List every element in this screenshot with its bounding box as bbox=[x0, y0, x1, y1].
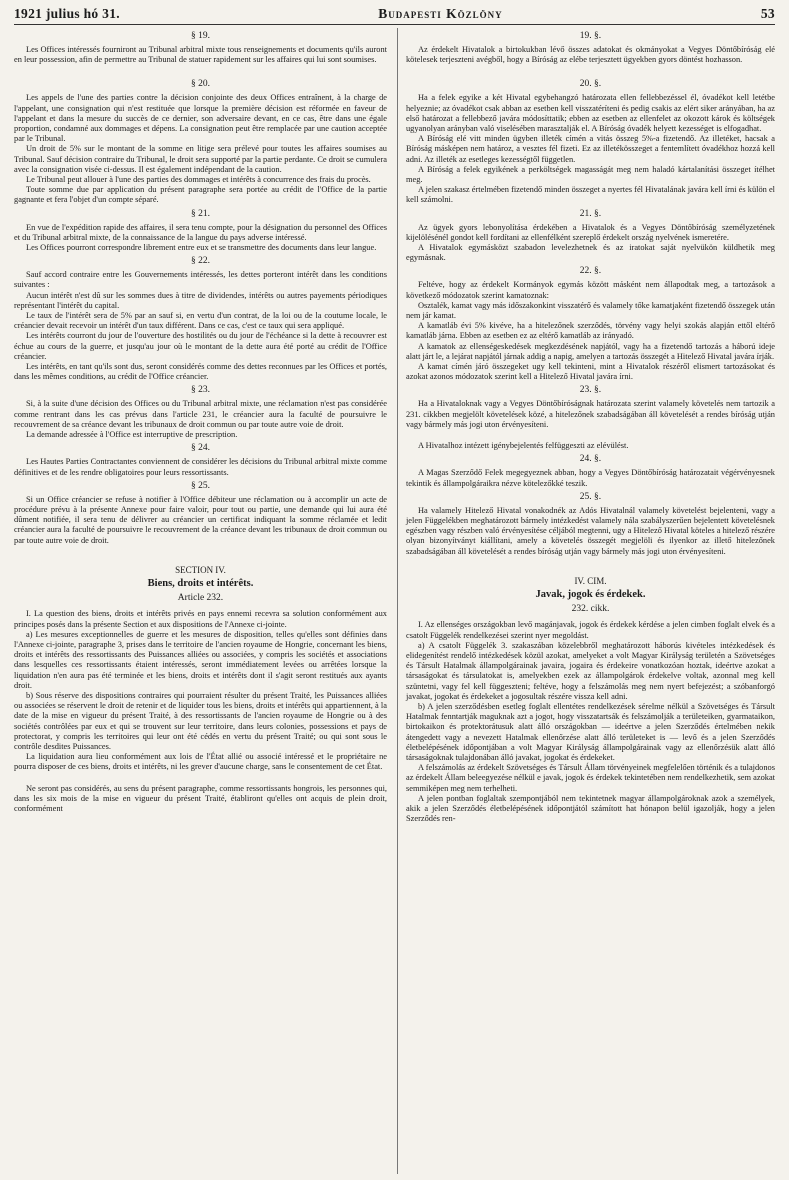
paragraph: A felszámolás az érdekelt Szövetséges és Társult Állam törvényeinek megfelelően történik és a tulajdonos az érdekelt Állam beleegyezése nélkül e javak, jogok és érdekek tekintetében nem rendelkezhetik, sem azokat semmiképen meg nem terhelheti. bbox=[405, 763, 775, 793]
column-hungarian bbox=[397, 28, 775, 1174]
article-number: Article 232. bbox=[177, 593, 224, 604]
paragraph: A jelen szakasz értelmében fizetendő minden összeget a nyertes fél Hivatalának javára kell írni és külön el kell számolni. bbox=[405, 185, 775, 205]
section-number: § 22. bbox=[190, 256, 210, 267]
section-number: 20. §. bbox=[579, 79, 602, 90]
paragraph: I. Az ellenséges országokban levő magánjavak, jogok és érdekek kérdése a jelen cimben foglalt elvek és a csatolt Függelék rendelkezései szerint nyer megoldást. bbox=[405, 620, 775, 640]
paragraph: A kamat címén járó összegeket ugy kell tekinteni, mint a Hivatalok részéről elismert tartozásokat és azokat azonos módozatok szerint kell a Hitelező Hivatal javára írni. bbox=[405, 362, 775, 382]
paragraph: a) A csatolt Függelék 3. szakaszában közelebbről meghatározott háborús kivételes intézkedések és elidegenítést rendelő intézkedések közül azokat, amelyeket a volt Magyar Királyság területén a Szövetséges és Társult Hatalmak állampolgárainak javaira, jogaira és érdekeire vonatkozóan hoztak, ideértve azokat a társaságokat és társulatokat is, amelyekben ezek az állampolgárok érdekelve voltak, azonnal meg kell szüntetni, vagy fel kell függeszteni; feltéve, hogy a felszámolás meg nem nyert befejezést; a szóbanforgó javakat, jogokat és érdekeket a jogosultak részére vissza kell adni. bbox=[405, 640, 775, 701]
paragraph: Osztalék, kamat vagy más időszakonkint visszatérő és valamely tőke kamatjaként fizetendő összegek után nem jár kamat. bbox=[405, 300, 775, 321]
paragraph: La demande adressée à l'Office est interruptive de prescription. bbox=[26, 430, 238, 440]
section-number: 23. §. bbox=[579, 385, 602, 396]
paragraph: Aucun intérêt n'est dû sur les sommes dues à titre de dividendes, intérêts ou autres payements périodiques représentant l'intérêt du capital. bbox=[14, 290, 387, 310]
paragraph: Ha a Hivataloknak vagy a Vegyes Döntőbíróságnak határozata szerint valamely követelés nem tartozik a 231. cikkben megjelölt követelések közé, a hitelezőnek szabadságában áll követelését a rendes bíróság utján vagy bármely más jogi uton érvényesíteni. bbox=[405, 399, 775, 429]
paragraph: Les intérêts, en tant qu'ils sont dus, seront considérés comme des dettes reconnues par les Offices et portés, dans les mêmes conditions, au crédit de l'Office créancier. bbox=[14, 362, 387, 382]
paragraph: Les Offices intéressés fourniront au Tribunal arbitral mixte tous renseignements et documents qu'ils auront en leur possession, afin de permettre au Tribunal de statuer rapidement sur les affaires qui lui sont soumises. bbox=[14, 45, 387, 65]
paragraph: Un droit de 5% sur le montant de la somme en litige sera prélevé pour toutes les affaires soumises au Tribunal. Sauf décision contraire du Tribunal, le droit sera supporté par la partie perdante. Ce droit se cumulera avec la consignation visée ci-dessus. Il est également indépendant de la caution. bbox=[14, 144, 387, 174]
paragraph: Ha valamely Hitelező Hivatal vonakodnék az Adós Hivatalnál valamely követelést bejelenteni, vagy a jelen Függelékben meghatározott bármely intézkedést valamely nála szabályszerűen bejelentett követelésnek egészben vagy részben való érvényesítése céljából megtenni, ugy a Hitelező Hivatal köteles a hitelező részére olyan bizonyítványt kiállítani, amely a követelés összegét megjelöli és ilyenkor az illető hitelezőnek szabadságában áll követelését a rendes bíróság utján vagy bármely más jogi uton érvényesíteni. bbox=[405, 505, 775, 556]
paragraph: Le taux de l'intérêt sera de 5% par an sauf si, en vertu d'un contrat, de la loi ou de la coutume locale, le créancier devait recevoir un intérêt d'un taux différent. Dans ce cas, c'est ce taux qui sera appliqué. bbox=[14, 311, 387, 331]
spacer bbox=[14, 773, 387, 784]
paragraph: I. La question des biens, droits et intérêts privés en pays ennemi recevra sa solution conformément aux principes posés dans la présente Section et aux dispositions de l'Annexe ci-jointe. bbox=[14, 609, 387, 629]
columns bbox=[14, 28, 775, 1174]
paragraph: La liquidation aura lieu conformément aux lois de l'État allié ou associé intéressé et le propriétaire ne pourra disposer de ces biens, droits et intérêts, ni les grever d'aucune charge, sans le consentement de cet État. bbox=[14, 752, 387, 772]
paragraph: En vue de l'expédition rapide des affaires, il sera tenu compte, pour la désignation du personnel des Offices et du Tribunal arbitral mixte, de la connaissance de la langue du pays adverse intéressé. bbox=[14, 222, 387, 242]
section-number: § 24. bbox=[190, 443, 210, 454]
newspaper-title: Budapesti Közlöny bbox=[378, 6, 503, 21]
paragraph: Si un Office créancier se refuse à notifier à l'Office débiteur une réclamation ou à accomplir un acte de procédure prévu à la présente Annexe pour faire valoir, pour tout ou partie, une demande qui lui aura été dûment notifiée, il sera tenu de délivrer au créancier un certificat indiquant la somme réclamée et ledit créancier aura la faculté de poursuivre le recouvrement de la créance devant les tribunaux de droit commun ou par toute autre voie de droit. bbox=[14, 494, 387, 545]
section-number: 24. §. bbox=[579, 454, 602, 465]
paragraph: A jelen pontban foglaltak szempontjából nem tekintetnek magyar állampolgároknak azok a személyek, akik a jelen Szerződés életbelépésének időpontjától számított hat hónapon belül igazolják, hogy a jelen Szerződés ren- bbox=[405, 793, 775, 824]
paragraph: A Bíróság a felek egyikének a perköltségek magasságát meg nem haladó kártalanítási összeget ítélhet meg. bbox=[405, 164, 775, 185]
section-subtitle: Javak, jogok és érdekek. bbox=[535, 588, 646, 600]
page-number: 53 bbox=[760, 6, 775, 21]
page-header bbox=[14, 4, 775, 22]
paragraph: A Hivatalok egymásközt szabadon levelezhetnek és az iratokat saját nyelvükön küldhetik meg egymásnak. bbox=[405, 243, 775, 263]
paragraph: A Magas Szerződő Felek megegyeznek abban, hogy a Vegyes Döntőbíróság határozatait végérvényesnek tekintik és állampolgáraikra nézve kötelezőkké teszik. bbox=[405, 468, 775, 488]
article-number: 232. cikk. bbox=[571, 604, 610, 615]
section-number: 21. §. bbox=[579, 208, 602, 219]
paragraph: Le Tribunal peut allouer à l'une des parties des dommages et intérêts à concurrence des frais du procès. bbox=[26, 175, 371, 185]
paragraph: Les intérêts courront du jour de l'ouverture des hostilités ou du jour de l'échéance si la dette à recouvrer est échue au cours de la guerre, et jusqu'au jour où le montant de la dette aura été porté au crédit de l'Office créancier. bbox=[14, 331, 387, 361]
paragraph: Feltéve, hogy az érdekelt Kormányok egymás között másként nem állapodtak meg, a tartozások a következő módozatok szerint kamatoznak: bbox=[405, 280, 775, 300]
section-number: 22. §. bbox=[579, 266, 602, 277]
paragraph: Ne seront pas considérés, au sens du présent paragraphe, comme ressortissants hongrois, les personnes qui, dans les six mois de la mise en vigueur du présent Traité, établiront qu'elles ont acquis de plein droit, conformément bbox=[14, 783, 387, 813]
paragraph: a) Les mesures exceptionnelles de guerre et les mesures de disposition, telles qu'elles sont définies dans l'Annexe ci-jointe, paragraphe 3, prises dans le territoire de l'ancien royaume de Hongrie, concernant les biens, droits et intérêts des ressortissants des Puissances alliées ou associées, y compris les sociétés et associations dans lesquelles ces ressortissants étaient intéressés, seront immédiatement levées ou arrêtées lorsque la liquidation n'en aura pas été terminée et les biens, droits et intérêts dont il s'agit seront restitués aux ayants droit. bbox=[14, 629, 387, 690]
paragraph: Az érdekelt Hivatalok a birtokukban lévő összes adatokat és okmányokat a Vegyes Döntőbíróság elé kötelesek terjeszteni avégből, hogy a Bíróság az elébe terjesztett ügyekben gyors döntést hozhasson. bbox=[405, 45, 775, 65]
section-number: § 20. bbox=[190, 79, 210, 90]
paragraph: A kamatok az ellenségeskedések megkezdésének napjától, vagy ha a fizetendő tartozás a háború ideje alatt járt le, a lejárat napjától járnak addig a napig, amelyen a tartozás összegét a Hitelező Hivatal javára írják. bbox=[405, 341, 775, 361]
spacer bbox=[14, 546, 387, 557]
section-subtitle: Biens, droits et intérêts. bbox=[147, 577, 254, 589]
paragraph: Ha a felek egyike a két Hivatal egybehangzó határozata ellen fellebbezéssel él, óvadékot kell letétbe helyeznie; az óvadékot csak abban az esetben kell visszatéríteni és pedig csakis az elért siker arányában, ha az első határozat a fellebbező javára módosíttatik; ebben az esetben az ellenfelet az okozott károk és költségek ugyanolyan arányban való viselésében marasztalják el. A Bíróság óvadék helyett kezességet is elfogadhat. bbox=[405, 93, 775, 134]
paragraph: Les Offices pourront correspondre librement entre eux et se transmettre des documents dans leur langue. bbox=[26, 243, 377, 253]
paragraph: A kamatláb évi 5% kivéve, ha a hitelezőnek szerződés, törvény vagy helyi szokás alapján ettől eltérő kamatláb járna. Ebben az esetben ez az eltérő kamatláb az irányadó. bbox=[405, 321, 775, 341]
spacer bbox=[14, 65, 387, 76]
section-number: § 23. bbox=[190, 385, 210, 396]
column-french bbox=[14, 28, 387, 1174]
section-number: 25. §. bbox=[579, 491, 602, 502]
header-rule bbox=[14, 24, 775, 25]
paragraph: Si, à la suite d'une décision des Offices ou du Tribunal arbitral mixte, une réclamation n'est pas considérée comme rentrant dans les cas prévus dans l'article 231, le créancier aura la faculté de poursuivre le recouvrement de sa créance devant les tribunaux de droit commun ou par toute autre voie de droit. bbox=[14, 399, 387, 429]
paragraph: b) A jelen szerződésben esetleg foglalt ellentétes rendelkezések sérelme nélkül a Szövetséges és Társult Hatalmak fenntartják maguknak azt a jogot, hogy visszatartsák és felszámolják a területeiken, gyarmataikon, birtokaikon és protektorátusuk alatt álló országokban — ideértve a jelen Szerződés értelmében nekik átengedett vagy a nevezett Hatalmak ellenőrzése alatt álló területeket is — levő és a jelen Szerződés életbelépésének időpontjában a volt Magyar Királyság állampolgárainak vagy az ellenőrzésük alatt álló társaságoknak tulajdonában álló javakat, jogokat és érdekeket. bbox=[405, 701, 775, 762]
paragraph: Les appels de l'une des parties contre la décision conjointe des deux Offices entraînent, à la charge de l'appelant, une consignation qui n'est restituée que lorsque la première décision est réformée en faveur de l'appelant et dans la mesure du succès de ce dernier, son adversaire devant, en ce cas, être dans une égale proportion, condamné aux dommages et dépens. La consignation peut être remplacée par une caution acceptée par le Tribunal. bbox=[14, 93, 387, 144]
section-number: § 19. bbox=[190, 31, 210, 41]
section-number: § 25. bbox=[190, 480, 210, 491]
section-number: 19. §. bbox=[579, 31, 602, 41]
spacer bbox=[406, 430, 775, 441]
section-heading: IV. CIM. bbox=[574, 575, 607, 586]
paragraph: Az ügyek gyors lebonyolítása érdekében a Hivatalok és a Vegyes Döntőbíróság személyzetének kijelölésénél gondot kell fordítani az ellenfélként szereplő érdekelt ország nyelvének ismeretére. bbox=[405, 222, 775, 242]
paragraph: Toute somme due par application du présent paragraphe sera portée au crédit de l'Office de la partie gagnante et fera l'objet d'un compte séparé. bbox=[14, 185, 387, 205]
paragraph: Les Hautes Parties Contractantes conviennent de considérer les décisions du Tribunal arbitral mixte comme définitives et de les rendre obligatoires pour leurs ressortissants. bbox=[14, 457, 387, 477]
section-number: § 21. bbox=[190, 208, 210, 219]
section-heading: SECTION IV. bbox=[175, 564, 226, 575]
spacer bbox=[406, 557, 775, 568]
spacer bbox=[406, 65, 775, 76]
paragraph: b) Sous réserve des dispositions contraires qui pourraient résulter du présent Traité, les Puissances alliées ou associées se réservent le droit de retenir et de liquider tous les biens, droits et intérêts qui appartiennent, à la date de la mise en vigueur du présent Traité, à des ressortissants de l'ancien royaume de Hongrie ou à des sociétés contrôlées par eux et qui se trouvent sur leur territoire, dans leurs colonies, possessions et pays de protectorat, y compris les territoires qui leur ont été cédés en vertu du présent Traité; ou qui sont sous le contrôle desdites Puissances. bbox=[14, 690, 387, 751]
issue-date: 1921 julius hó 31. bbox=[14, 6, 120, 21]
paragraph: A Hivatalhoz intézett igénybejelentés felfüggeszti az elévülést. bbox=[417, 441, 629, 451]
paragraph: A Bíróság elé vitt minden ügyben illeték címén a vitás összeg 5%-a fizetendő. Az illetéket, hacsak a Bíróság másképen nem határoz, a vesztes fél fizeti. Ez az illetékösszeget a fentemlített óvadékhoz hozzá kell adni. Az illeték az esetleges kezességtől független. bbox=[405, 134, 775, 164]
paragraph: Sauf accord contraire entre les Gouvernements intéressés, les dettes porteront intérêt dans les conditions suivantes : bbox=[14, 270, 387, 290]
